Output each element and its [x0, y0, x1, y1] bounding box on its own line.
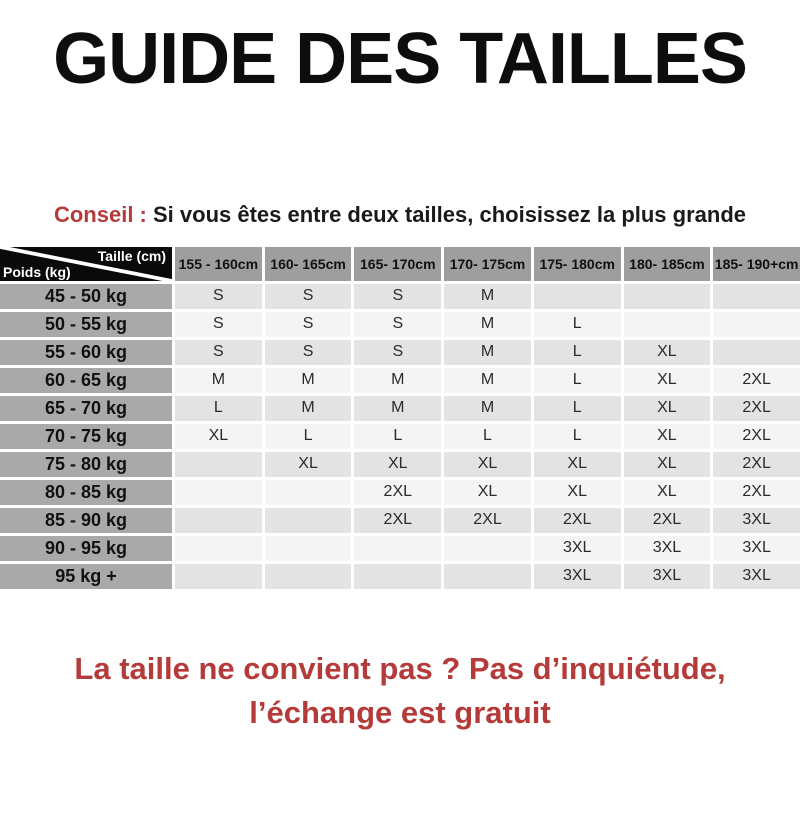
- size-cell-r9-c1: [265, 536, 352, 561]
- size-cell-r4-c3: M: [444, 396, 531, 421]
- weight-row-label-3: 60 - 65 kg: [0, 368, 172, 393]
- size-cell-r5-c5: XL: [624, 424, 711, 449]
- size-guide-page: [0, 16, 800, 816]
- size-cell-r1-c1: S: [265, 312, 352, 337]
- size-cell-r1-c6: [713, 312, 800, 337]
- size-cell-r5-c1: L: [265, 424, 352, 449]
- column-header-0: 155 - 160cm: [175, 247, 262, 281]
- corner-label-poids: Poids (kg): [3, 263, 71, 280]
- size-table: [0, 247, 800, 589]
- size-cell-r6-c6: 2XL: [713, 452, 800, 477]
- size-cell-r8-c3: 2XL: [444, 508, 531, 533]
- size-cell-r3-c3: M: [444, 368, 531, 393]
- size-cell-r10-c1: [265, 564, 352, 589]
- size-cell-r9-c4: 3XL: [534, 536, 621, 561]
- advice-label: Conseil :: [53, 201, 147, 227]
- size-cell-r0-c3: M: [444, 284, 531, 309]
- size-cell-r0-c5: [624, 284, 711, 309]
- weight-row-label-2: 55 - 60 kg: [0, 340, 172, 365]
- size-cell-r2-c0: S: [175, 340, 262, 365]
- size-cell-r7-c1: [265, 480, 352, 505]
- size-cell-r9-c3: [444, 536, 531, 561]
- footer-line-1: La taille ne convient pas ? Pas d’inquiétude,: [74, 650, 726, 686]
- size-cell-r1-c5: [624, 312, 711, 337]
- size-cell-r10-c3: [444, 564, 531, 589]
- size-cell-r0-c0: S: [175, 284, 262, 309]
- size-cell-r10-c4: 3XL: [534, 564, 621, 589]
- size-cell-r4-c1: M: [265, 396, 352, 421]
- size-cell-r5-c2: L: [354, 424, 441, 449]
- size-cell-r7-c3: XL: [444, 480, 531, 505]
- size-cell-r4-c2: M: [354, 396, 441, 421]
- size-cell-r9-c5: 3XL: [624, 536, 711, 561]
- weight-row-label-6: 75 - 80 kg: [0, 452, 172, 477]
- size-cell-r2-c6: [713, 340, 800, 365]
- page-title: GUIDE DES TAILLES: [53, 19, 747, 99]
- size-cell-r7-c4: XL: [534, 480, 621, 505]
- footer-note: [0, 647, 800, 735]
- weight-row-label-7: 80 - 85 kg: [0, 480, 172, 505]
- table-corner-cell: [0, 247, 172, 281]
- column-header-3: 170- 175cm: [444, 247, 531, 281]
- weight-row-label-5: 70 - 75 kg: [0, 424, 172, 449]
- size-cell-r1-c0: S: [175, 312, 262, 337]
- weight-row-label-8: 85 - 90 kg: [0, 508, 172, 533]
- size-cell-r8-c6: 3XL: [713, 508, 800, 533]
- size-cell-r4-c0: L: [175, 396, 262, 421]
- size-cell-r5-c6: 2XL: [713, 424, 800, 449]
- size-cell-r7-c0: [175, 480, 262, 505]
- size-cell-r1-c3: M: [444, 312, 531, 337]
- size-cell-r2-c1: S: [265, 340, 352, 365]
- weight-row-label-9: 90 - 95 kg: [0, 536, 172, 561]
- size-cell-r7-c6: 2XL: [713, 480, 800, 505]
- size-cell-r4-c4: L: [534, 396, 621, 421]
- size-cell-r1-c4: L: [534, 312, 621, 337]
- size-cell-r6-c4: XL: [534, 452, 621, 477]
- size-cell-r3-c6: 2XL: [713, 368, 800, 393]
- weight-row-label-10: 95 kg +: [0, 564, 172, 589]
- size-cell-r8-c4: 2XL: [534, 508, 621, 533]
- size-cell-r5-c3: L: [444, 424, 531, 449]
- column-header-2: 165- 170cm: [354, 247, 441, 281]
- size-cell-r4-c6: 2XL: [713, 396, 800, 421]
- size-cell-r0-c4: [534, 284, 621, 309]
- weight-row-label-1: 50 - 55 kg: [0, 312, 172, 337]
- size-cell-r2-c4: L: [534, 340, 621, 365]
- size-cell-r2-c5: XL: [624, 340, 711, 365]
- column-header-4: 175- 180cm: [534, 247, 621, 281]
- weight-row-label-4: 65 - 70 kg: [0, 396, 172, 421]
- size-cell-r0-c1: S: [265, 284, 352, 309]
- size-cell-r3-c2: M: [354, 368, 441, 393]
- size-cell-r6-c5: XL: [624, 452, 711, 477]
- corner-label-taille: Taille (cm): [97, 247, 166, 264]
- column-header-6: 185- 190+cm: [713, 247, 800, 281]
- size-cell-r3-c0: M: [175, 368, 262, 393]
- size-cell-r1-c2: S: [354, 312, 441, 337]
- size-cell-r9-c2: [354, 536, 441, 561]
- size-cell-r10-c2: [354, 564, 441, 589]
- size-cell-r0-c2: S: [354, 284, 441, 309]
- column-header-1: 160- 165cm: [265, 247, 352, 281]
- size-cell-r3-c1: M: [265, 368, 352, 393]
- size-cell-r5-c0: XL: [175, 424, 262, 449]
- size-cell-r0-c6: [713, 284, 800, 309]
- size-cell-r9-c0: [175, 536, 262, 561]
- size-cell-r8-c5: 2XL: [624, 508, 711, 533]
- size-cell-r3-c4: L: [534, 368, 621, 393]
- advice-text: [0, 202, 800, 228]
- advice-body: Si vous êtes entre deux tailles, choisissez la plus grande: [146, 201, 747, 227]
- size-cell-r2-c2: S: [354, 340, 441, 365]
- size-cell-r10-c6: 3XL: [713, 564, 800, 589]
- size-cell-r9-c6: 3XL: [713, 536, 800, 561]
- size-cell-r6-c0: [175, 452, 262, 477]
- size-cell-r10-c5: 3XL: [624, 564, 711, 589]
- size-cell-r4-c5: XL: [624, 396, 711, 421]
- size-cell-r8-c2: 2XL: [354, 508, 441, 533]
- size-cell-r6-c2: XL: [354, 452, 441, 477]
- size-cell-r2-c3: M: [444, 340, 531, 365]
- size-cell-r8-c0: [175, 508, 262, 533]
- size-cell-r8-c1: [265, 508, 352, 533]
- column-header-5: 180- 185cm: [624, 247, 711, 281]
- weight-row-label-0: 45 - 50 kg: [0, 284, 172, 309]
- size-cell-r6-c1: XL: [265, 452, 352, 477]
- size-cell-r3-c5: XL: [624, 368, 711, 393]
- size-cell-r7-c2: 2XL: [354, 480, 441, 505]
- size-cell-r6-c3: XL: [444, 452, 531, 477]
- size-cell-r7-c5: XL: [624, 480, 711, 505]
- footer-line-2: l’échange est gratuit: [249, 694, 551, 730]
- size-cell-r10-c0: [175, 564, 262, 589]
- size-cell-r5-c4: L: [534, 424, 621, 449]
